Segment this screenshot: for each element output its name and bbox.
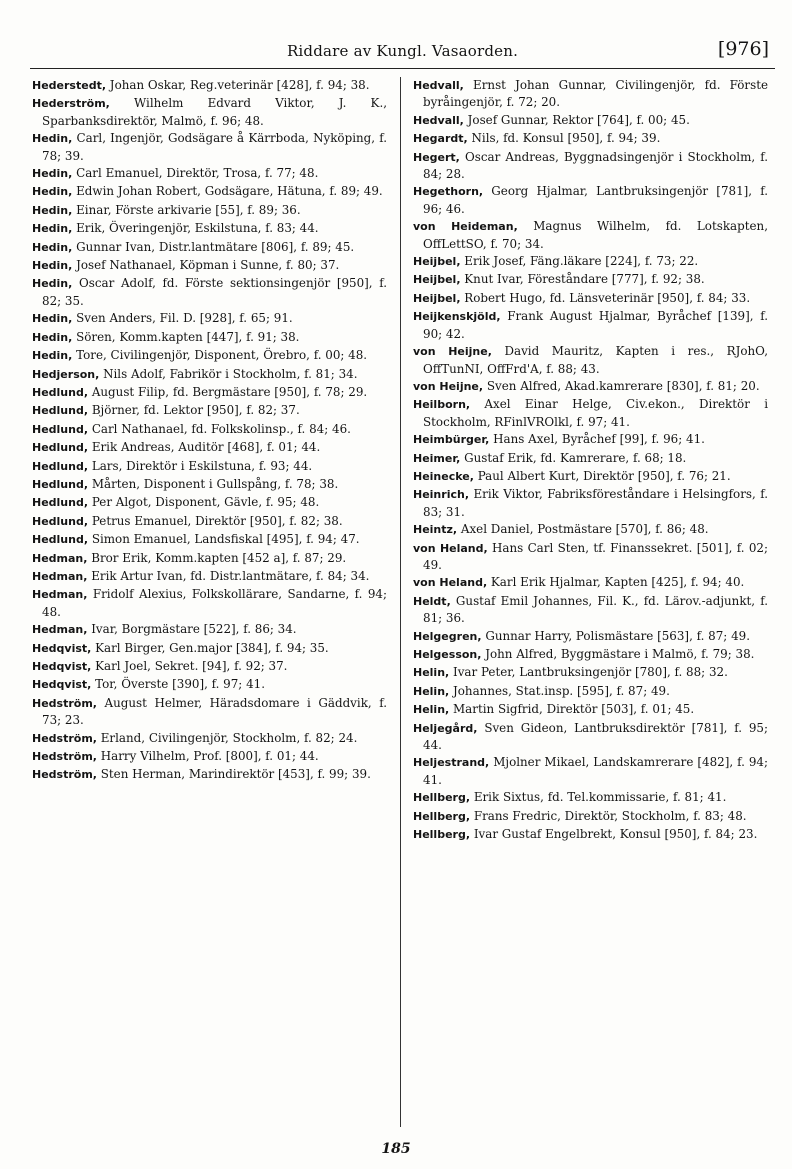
register-entry bbox=[32, 676, 387, 693]
entry-details: Johan Oskar, Reg.veterinär [428], f. 94; 38. bbox=[109, 78, 370, 92]
register-entry bbox=[32, 586, 387, 620]
left-column bbox=[32, 77, 387, 785]
entry-surname: Hedin, bbox=[32, 277, 73, 291]
entry-details: Carl Nathanael, fd. Folkskolinsp., f. 84; 46. bbox=[91, 421, 351, 436]
register-entry bbox=[413, 646, 768, 663]
entry-surname: Heijbel, bbox=[413, 291, 461, 305]
entry-surname: Hederström, bbox=[32, 97, 110, 111]
entry-surname: Helgegren, bbox=[413, 629, 482, 643]
entry-details: Erik Sixtus, fd. Tel.kommissarie, f. 81; 41. bbox=[473, 790, 727, 805]
entry-details: Per Algot, Disponent, Gävle, f. 95; 48. bbox=[91, 495, 320, 510]
register-entry bbox=[413, 77, 768, 111]
entry-surname: von Heijne, bbox=[413, 379, 484, 393]
entry-details: Erik Josef, Fäng.läkare [224], f. 73; 22. bbox=[464, 254, 699, 269]
register-entry bbox=[413, 789, 768, 806]
entry-details: Björner, fd. Lektor [950], f. 82; 37. bbox=[91, 403, 300, 418]
entry-surname: Helin, bbox=[413, 666, 450, 680]
entry-details: Fridolf Alexius, Folkskollärare, Sandarne, f. 94; 48. bbox=[42, 587, 387, 619]
entry-details: Nils Adolf, Fabrikör i Stockholm, f. 81; 34. bbox=[103, 366, 358, 381]
register-entry bbox=[32, 476, 387, 493]
entry-surname: Helgesson, bbox=[413, 648, 482, 661]
register-entry bbox=[32, 458, 387, 475]
register-entry bbox=[32, 202, 387, 219]
register-entry bbox=[32, 748, 387, 765]
entry-details: Karl Erik Hjalmar, Kapten [425], f. 94; 40. bbox=[490, 575, 745, 590]
entry-surname: Heinrich, bbox=[413, 488, 469, 502]
entry-surname: Hedlund, bbox=[32, 459, 89, 473]
entry-details: Erik Viktor, Fabriksföreståndare i Helsingfors, f. 83; 31. bbox=[423, 487, 768, 519]
column-divider bbox=[400, 77, 401, 1127]
register-entry bbox=[413, 378, 768, 395]
entry-details: Erik, Överingenjör, Eskilstuna, f. 83; 44. bbox=[76, 221, 319, 236]
register-entry bbox=[32, 165, 387, 182]
entry-details: Knut Ivar, Föreståndare [777], f. 92; 38. bbox=[464, 272, 705, 287]
entry-surname: von Heland, bbox=[413, 541, 488, 555]
register-entry bbox=[413, 720, 768, 754]
entry-details: Erik Artur Ivan, fd. Distr.lantmätare, f. 84; 34. bbox=[91, 568, 370, 583]
entry-surname: Hedin, bbox=[32, 330, 73, 344]
register-entry bbox=[32, 439, 387, 456]
entry-details: Lars, Direktör i Eskilstuna, f. 93; 44. bbox=[91, 458, 313, 473]
entry-details: Ivar Peter, Lantbruksingenjör [780], f. 88; 32. bbox=[453, 665, 728, 680]
entry-surname: Hedin, bbox=[32, 203, 73, 217]
entry-surname: Hedman, bbox=[32, 588, 88, 602]
entry-surname: Helin, bbox=[413, 684, 450, 698]
entry-surname: Heilborn, bbox=[413, 398, 471, 412]
register-entry bbox=[32, 658, 387, 675]
register-entry bbox=[32, 275, 387, 309]
entry-details: Gunnar Harry, Polismästare [563], f. 87; 49. bbox=[485, 628, 750, 643]
register-entry bbox=[413, 396, 768, 430]
entry-surname: Hedin, bbox=[32, 349, 73, 363]
register-entry bbox=[413, 593, 768, 627]
entry-surname: Hedlund, bbox=[32, 404, 89, 418]
entry-details: Josef Gunnar, Rektor [764], f. 00; 45. bbox=[467, 112, 690, 127]
register-entry bbox=[32, 130, 387, 164]
entry-surname: Hedström, bbox=[32, 731, 97, 745]
register-entry bbox=[413, 486, 768, 520]
entry-surname: Heijbel, bbox=[413, 255, 461, 269]
register-entry bbox=[32, 531, 387, 548]
entry-details: Tore, Civilingenjör, Disponent, Örebro, f. 00; 48. bbox=[76, 348, 368, 363]
register-entry bbox=[413, 521, 768, 538]
entry-surname: von Heideman, bbox=[413, 220, 518, 234]
register-entry bbox=[413, 183, 768, 217]
entry-details: Sven Gideon, Lantbruksdirektör [781], f. 95; 44. bbox=[423, 720, 768, 753]
register-entry bbox=[32, 730, 387, 747]
entry-surname: Hedqvist, bbox=[32, 660, 92, 673]
register-entry bbox=[32, 621, 387, 638]
entry-surname: Hedlund, bbox=[32, 441, 89, 455]
register-entry bbox=[413, 826, 768, 843]
right-column bbox=[413, 77, 768, 844]
register-entry bbox=[32, 329, 387, 346]
register-entry bbox=[32, 550, 387, 567]
entry-surname: Hedlund, bbox=[32, 422, 89, 436]
entry-surname: von Heijne, bbox=[413, 345, 492, 359]
entry-details: Gustaf Emil Johannes, Fil. K., fd. Lärov.-adjunkt, f. 81; 36. bbox=[423, 593, 768, 626]
entry-surname: Heinecke, bbox=[413, 469, 474, 483]
register-entry bbox=[413, 130, 768, 147]
register-entry bbox=[32, 568, 387, 585]
entry-details: Sören, Komm.kapten [447], f. 91; 38. bbox=[76, 329, 300, 344]
register-columns bbox=[30, 77, 775, 1137]
register-entry bbox=[32, 310, 387, 327]
entry-details: Karl Birger, Gen.major [384], f. 94; 35. bbox=[95, 640, 329, 655]
register-entry bbox=[32, 239, 387, 256]
entry-surname: Hedman, bbox=[32, 551, 88, 565]
entry-surname: Hedin, bbox=[32, 132, 73, 146]
entry-details: Oscar Adolf, fd. Förste sektionsingenjör [950], f. 82; 35. bbox=[42, 276, 387, 308]
entry-surname: Heljegård, bbox=[413, 721, 478, 735]
register-entry bbox=[413, 664, 768, 681]
entry-surname: Hedlund, bbox=[32, 385, 89, 399]
entry-surname: Hedqvist, bbox=[32, 641, 92, 655]
entry-surname: Hedqvist, bbox=[32, 678, 92, 692]
register-entry bbox=[413, 290, 768, 307]
page-range-number: [976] bbox=[717, 38, 769, 60]
register-entry bbox=[32, 640, 387, 657]
entry-details: Gustaf Erik, fd. Kamrerare, f. 68; 18. bbox=[464, 450, 687, 465]
entry-surname: Hegethorn, bbox=[413, 185, 484, 199]
register-entry bbox=[32, 384, 387, 401]
entry-surname: Hedström, bbox=[32, 768, 97, 782]
register-entry bbox=[32, 494, 387, 511]
register-entry bbox=[32, 421, 387, 438]
register-entry bbox=[413, 149, 768, 183]
register-entry bbox=[32, 402, 387, 419]
entry-surname: Heimbürger, bbox=[413, 433, 490, 447]
entry-surname: Hedlund, bbox=[32, 533, 89, 547]
entry-details: Ivar Gustaf Engelbrekt, Konsul [950], f. 84; 23. bbox=[473, 827, 758, 842]
entry-surname: Heimer, bbox=[413, 451, 461, 465]
entry-surname: Hellberg, bbox=[413, 791, 471, 805]
entry-details: David Mauritz, Kapten i res., RJohO, OffTunNI, OffFrd'A, f. 88; 43. bbox=[423, 344, 768, 376]
register-entry bbox=[413, 112, 768, 129]
entry-details: Hans Axel, Byråchef [99], f. 96; 41. bbox=[493, 432, 705, 447]
register-entry bbox=[32, 347, 387, 364]
entry-details: Carl Emanuel, Direktör, Trosa, f. 77; 48. bbox=[76, 166, 319, 181]
entry-details: Johannes, Stat.insp. [595], f. 87; 49. bbox=[453, 683, 670, 698]
entry-details: Erland, Civilingenjör, Stockholm, f. 82; 24. bbox=[100, 730, 358, 745]
entry-details: Frank August Hjalmar, Byråchef [139], f. 90; 42. bbox=[423, 309, 768, 341]
entry-details: Harry Vilhelm, Prof. [800], f. 01; 44. bbox=[100, 749, 319, 764]
entry-surname: Heijkenskjöld, bbox=[413, 310, 501, 324]
entry-details: Nils, fd. Konsul [950], f. 94; 39. bbox=[471, 131, 661, 146]
register-entry bbox=[413, 683, 768, 700]
entry-details: Sten Herman, Marindirektör [453], f. 99; 39. bbox=[100, 767, 371, 782]
entry-surname: Hedin, bbox=[32, 185, 73, 199]
entry-surname: Hedlund, bbox=[32, 514, 89, 528]
entry-surname: Hedman, bbox=[32, 623, 88, 637]
register-entry bbox=[413, 450, 768, 467]
entry-surname: Hedvall, bbox=[413, 113, 464, 127]
entry-details: Mårten, Disponent i Gullspång, f. 78; 38. bbox=[91, 476, 339, 491]
register-entry bbox=[32, 220, 387, 237]
entry-surname: von Heland, bbox=[413, 576, 488, 590]
entry-surname: Hedin, bbox=[32, 167, 73, 181]
entry-details: John Alfred, Byggmästare i Malmö, f. 79; 38. bbox=[485, 647, 755, 661]
entry-surname: Heintz, bbox=[413, 523, 458, 537]
register-entry bbox=[32, 513, 387, 530]
register-entry bbox=[413, 574, 768, 591]
register-entry bbox=[32, 183, 387, 200]
entry-details: Axel Einar Helge, Civ.ekon., Direktör i Stockholm, RFinlVROlkl, f. 97; 41. bbox=[423, 397, 769, 429]
page-number: 185 bbox=[381, 1141, 411, 1157]
register-entry bbox=[413, 701, 768, 718]
register-entry bbox=[413, 808, 768, 825]
register-entry bbox=[413, 253, 768, 270]
register-entry bbox=[413, 628, 768, 645]
register-entry bbox=[413, 468, 768, 485]
entry-details: Sven Alfred, Akad.kamrerare [830], f. 81; 20. bbox=[486, 378, 760, 393]
entry-surname: Hedin, bbox=[32, 240, 73, 254]
entry-surname: Hedman, bbox=[32, 569, 88, 583]
entry-surname: Hellberg, bbox=[413, 809, 471, 823]
entry-surname: Hedlund, bbox=[32, 477, 89, 491]
entry-surname: Hegert, bbox=[413, 150, 460, 164]
entry-surname: Hedin, bbox=[32, 222, 73, 236]
entry-details: Sven Anders, Fil. D. [928], f. 65; 91. bbox=[76, 311, 293, 326]
entry-details: Hans Carl Sten, tf. Finanssekret. [501], f. 02; 49. bbox=[423, 540, 768, 572]
entry-details: Wilhelm Edvard Viktor, J. K., Sparbanksdirektör, Malmö, f. 96; 48. bbox=[42, 96, 388, 128]
entry-surname: Hedjerson, bbox=[32, 367, 100, 381]
entry-surname: Heldt, bbox=[413, 594, 451, 608]
entry-details: Karl Joel, Sekret. [94], f. 92; 37. bbox=[95, 659, 288, 673]
entry-surname: Hedström, bbox=[32, 750, 97, 764]
entry-details: Axel Daniel, Postmästare [570], f. 86; 48. bbox=[460, 522, 709, 537]
entry-details: Ivar, Borgmästare [522], f. 86; 34. bbox=[91, 622, 297, 637]
register-entry bbox=[32, 95, 387, 129]
entry-surname: Hedin, bbox=[32, 259, 73, 273]
register-entry bbox=[413, 343, 768, 377]
entry-surname: Hedin, bbox=[32, 312, 73, 326]
entry-surname: Hedström, bbox=[32, 696, 97, 710]
register-entry bbox=[32, 257, 387, 274]
entry-details: Tor, Överste [390], f. 97; 41. bbox=[95, 677, 266, 692]
entry-details: Ernst Johan Gunnar, Civilingenjör, fd. Förste byråingenjör, f. 72; 20. bbox=[423, 78, 769, 110]
register-entry bbox=[32, 366, 387, 383]
entry-details: Magnus Wilhelm, fd. Lotskapten, OffLettSO, f. 70; 34. bbox=[423, 219, 768, 251]
register-entry bbox=[32, 77, 387, 94]
entry-surname: Heijbel, bbox=[413, 273, 461, 287]
entry-surname: Hellberg, bbox=[413, 828, 471, 842]
entry-details: Bror Erik, Komm.kapten [452 a], f. 87; 29. bbox=[91, 550, 347, 565]
entry-details: Paul Albert Kurt, Direktör [950], f. 76; 21. bbox=[477, 468, 731, 483]
entry-surname: Heljestrand, bbox=[413, 756, 490, 770]
entry-details: Martin Sigfrid, Direktör [503], f. 01; 45. bbox=[453, 702, 695, 717]
entry-details: Einar, Förste arkivarie [55], f. 89; 36. bbox=[76, 202, 301, 217]
entry-details: Simon Emanuel, Landsfiskal [495], f. 94; 47. bbox=[91, 532, 360, 547]
entry-details: Frans Fredric, Direktör, Stockholm, f. 83; 48. bbox=[473, 808, 747, 823]
register-entry bbox=[413, 308, 768, 342]
entry-details: August Helmer, Häradsdomare i Gäddvik, f. 73; 23. bbox=[42, 695, 387, 728]
register-entry bbox=[32, 695, 387, 729]
entry-details: Oscar Andreas, Byggnadsingenjör i Stockholm, f. 84; 28. bbox=[423, 149, 769, 182]
entry-details: August Filip, fd. Bergmästare [950], f. 78; 29. bbox=[91, 384, 368, 399]
entry-surname: Hedlund, bbox=[32, 496, 89, 510]
entry-details: Georg Hjalmar, Lantbruksingenjör [781], f. 96; 46. bbox=[423, 184, 769, 216]
register-entry bbox=[413, 218, 768, 252]
entry-surname: Hederstedt, bbox=[32, 79, 107, 92]
entry-details: Erik Andreas, Auditör [468], f. 01; 44. bbox=[91, 440, 321, 455]
entry-details: Robert Hugo, fd. Länsveterinär [950], f. 84; 33. bbox=[464, 290, 751, 305]
entry-details: Mjolner Mikael, Landskamrerare [482], f. 94; 41. bbox=[423, 755, 768, 787]
entry-details: Josef Nathanael, Köpman i Sunne, f. 80; 37. bbox=[76, 258, 340, 273]
register-entry bbox=[32, 766, 387, 783]
register-entry bbox=[413, 431, 768, 448]
register-entry bbox=[413, 754, 768, 788]
entry-surname: Hedvall, bbox=[413, 79, 464, 92]
entry-details: Petrus Emanuel, Direktör [950], f. 82; 38. bbox=[91, 513, 343, 528]
page-header bbox=[30, 38, 775, 69]
entry-surname: Hegardt, bbox=[413, 132, 468, 146]
entry-surname: Helin, bbox=[413, 703, 450, 717]
entry-details: Gunnar Ivan, Distr.lantmätare [806], f. 89; 45. bbox=[76, 239, 355, 254]
register-entry bbox=[413, 540, 768, 574]
running-title: Riddare av Kungl. Vasaorden. bbox=[286, 42, 519, 60]
entry-details: Edwin Johan Robert, Godsägare, Hätuna, f. 89; 49. bbox=[76, 184, 383, 199]
entry-details: Carl, Ingenjör, Godsägare å Kärrboda, Nyköping, f. 78; 39. bbox=[42, 131, 387, 163]
register-entry bbox=[413, 271, 768, 288]
